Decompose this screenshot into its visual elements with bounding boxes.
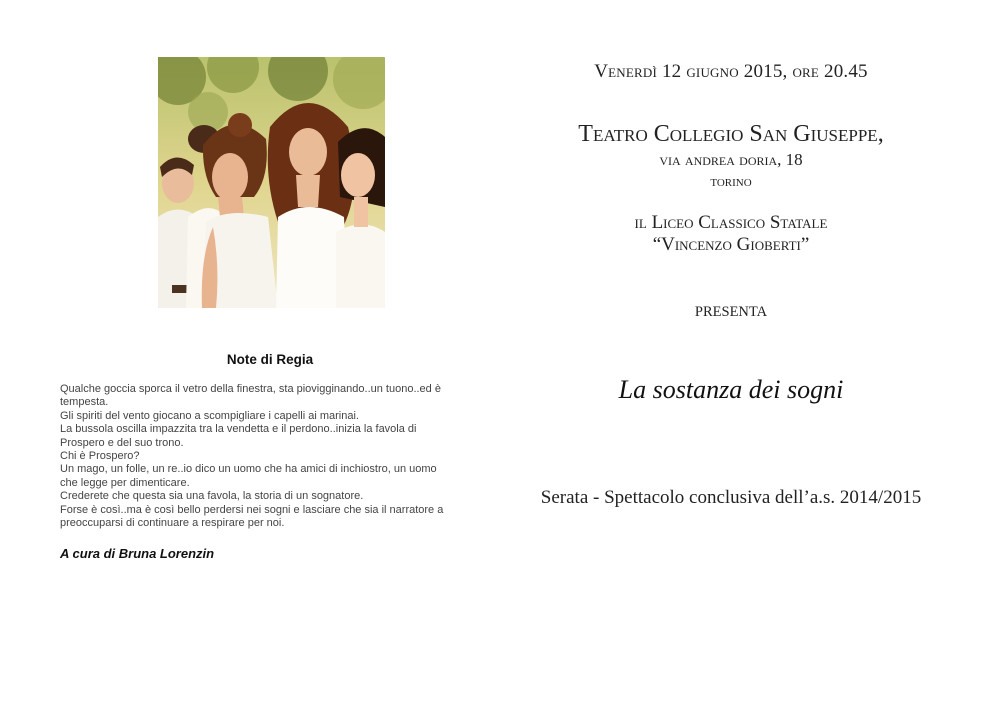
- notes-body: [60, 383, 480, 530]
- notes-line: Crederete che questa sia una favola, la storia di un sognatore.: [60, 490, 364, 503]
- notes-line: preoccuparsi di continuare a respirare per noi.: [60, 517, 285, 530]
- notes-line: tempesta.: [60, 396, 109, 409]
- notes-line: che legge per dimenticare.: [60, 476, 190, 489]
- notes-line: Forse è così..ma è così bello perdersi nei sogni e lasciare che sia il narratore a: [60, 503, 444, 516]
- notes-line: Prospero e del suo trono.: [60, 436, 184, 449]
- organizer-line-1: il Liceo Classico Statale: [634, 212, 828, 233]
- notes-line: Gli spiriti del vento giocano a scompigliare i capelli ai marinai.: [60, 409, 359, 422]
- venue-name: Teatro Collegio San Giuseppe,: [578, 121, 884, 147]
- venue-street: via andrea doria, 18: [659, 150, 803, 169]
- venue-city: torino: [710, 174, 752, 190]
- notes-title: Note di Regia: [226, 352, 314, 367]
- show-subtitle: Serata - Spettacolo conclusiva dell’a.s. 2014/2015: [540, 487, 922, 508]
- presents-label: PRESENTA: [694, 304, 768, 320]
- notes-line: La bussola oscilla impazzita tra la vendetta e il perdono..inizia la favola di: [60, 423, 417, 436]
- cast-photo: [158, 57, 385, 308]
- notes-line: Un mago, un folle, un re..io dico un uomo che ha amici di inchiostro, un uomo: [60, 463, 437, 476]
- notes-line: Chi è Prospero?: [60, 450, 140, 463]
- event-date: Venerdì 12 giugno 2015, ore 20.45: [594, 61, 868, 82]
- notes-line: Qualche goccia sporca il vetro della finestra, sta piovigginando..un tuono..ed è: [60, 383, 441, 395]
- curator-credit: A cura di Bruna Lorenzin: [60, 546, 215, 561]
- show-title: La sostanza dei sogni: [618, 375, 844, 404]
- organizer-line-2: “Vincenzo Gioberti”: [652, 234, 810, 255]
